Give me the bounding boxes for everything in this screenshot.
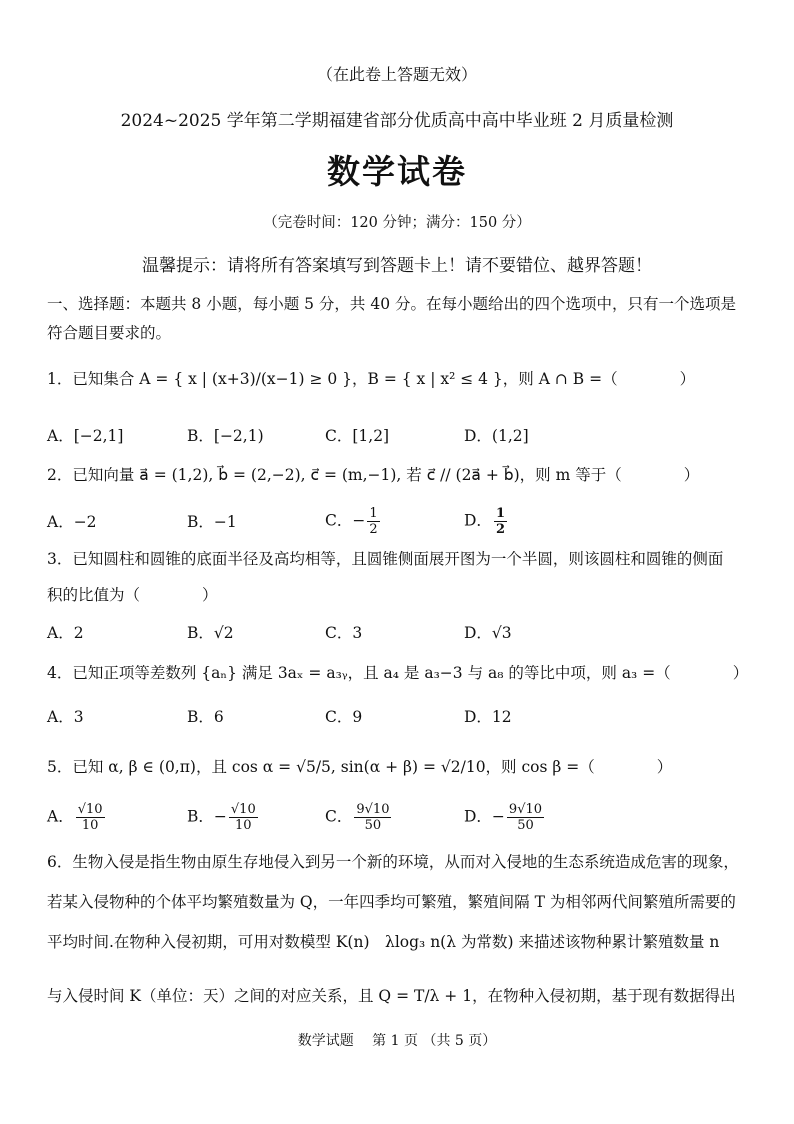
warm-tip: 温馨提示：请将所有答案填写到答题卡上！请不要错位、越界答题！	[142, 256, 652, 276]
fraction	[507, 802, 544, 833]
question-6-line1: 6．生物入侵是指生物由原生存地侵入到另一个新的环境，从而对入侵地的生态系统造成危害的现象，	[47, 853, 739, 871]
page-footer: 数学试题 第 1 页 （共 5 页）	[297, 1033, 497, 1049]
option-c	[325, 802, 393, 833]
option-d: D．√3	[464, 624, 512, 642]
option-a-prefix: A．	[47, 807, 74, 826]
option-c-prefix: C．−	[325, 511, 366, 530]
option-b: B．−1	[187, 513, 237, 531]
option-d	[464, 802, 546, 833]
question-3-stem-line1: 3．已知圆柱和圆锥的底面半径及高均相等，且圆锥侧面展开图为一个半圆，则该圆柱和圆锥的侧面	[47, 550, 724, 568]
fraction-numerator: 1	[369, 506, 378, 521]
fraction-numerator: 9√10	[508, 802, 543, 817]
question-6-line3: 平均时间.在物种入侵初期，可用对数模型 K(n) λlog₃ n(λ 为常数) 来描述该物种累计繁殖数量 n	[47, 933, 720, 951]
option-c: C．[1,2]	[325, 427, 390, 445]
fraction-numerator: √10	[230, 802, 256, 817]
option-b: B．√2	[187, 624, 234, 642]
question-3-options	[47, 621, 754, 645]
option-a: A．2	[47, 624, 84, 642]
exam-notice: （在此卷上答题无效）	[316, 65, 477, 84]
question-6-line2: 若某入侵物种的个体平均繁殖数量为 Q，一年四季均可繁殖，繁殖间隔 T 为相邻两代间繁殖所需要的	[47, 893, 736, 911]
option-d: D．12	[464, 708, 512, 726]
fraction	[494, 506, 507, 537]
option-c: C．3	[325, 624, 363, 642]
option-d-prefix: D．−	[464, 807, 505, 826]
time-info: （完卷时间：120 分钟；满分：150 分）	[263, 215, 531, 231]
option-c: C．9	[325, 708, 363, 726]
fraction	[76, 802, 105, 833]
fraction	[354, 802, 391, 833]
fraction-denominator: 50	[517, 818, 534, 833]
subject-title: 数学试卷	[327, 152, 467, 191]
fraction-denominator: 50	[364, 818, 382, 833]
question-2-options	[47, 506, 754, 540]
option-b-prefix: B．−	[187, 807, 227, 826]
fraction-numerator: √10	[77, 802, 103, 817]
option-d: D．(1,2]	[464, 427, 529, 445]
question-1-stem: 1．已知集合 A = { x | (x+3)/(x−1) ≥ 0 }，B = { x | x² ≤ 4 }，则 A ∩ B =（ ）	[47, 370, 696, 388]
option-d	[464, 506, 509, 537]
fraction-denominator: 10	[235, 818, 252, 833]
question-3-stem-line2: 积的比值为（ ）	[47, 586, 218, 604]
question-6-line4: 与入侵时间 K（单位：天）之间的对应关系，且 Q = T/λ + 1，在物种入侵初期，基于现有数据得出	[47, 987, 736, 1005]
question-4-options	[47, 705, 754, 729]
option-a	[47, 802, 107, 833]
option-b: B．6	[187, 708, 224, 726]
section-intro-line1: 一、选择题：本题共 8 小题，每小题 5 分，共 40 分。在每小题给出的四个选项中，只有一个选项是	[47, 295, 737, 313]
option-c-prefix: C．	[325, 807, 353, 826]
option-c	[325, 506, 382, 537]
fraction	[367, 506, 379, 537]
option-d-prefix: D．	[464, 511, 492, 530]
fraction-denominator: 10	[81, 818, 99, 833]
option-a: A．−2	[47, 513, 97, 531]
option-b: B．[−2,1)	[187, 427, 264, 445]
option-b	[187, 802, 260, 833]
fraction-denominator: 2	[369, 522, 378, 537]
option-a: A．[−2,1]	[47, 427, 124, 445]
question-2-stem: 2．已知向量 a⃗ = (1,2), b⃗ = (2,−2), c⃗ = (m,−1), 若 c⃗ // (2a⃗ + b⃗)，则 m 等于（ ）	[47, 466, 700, 484]
question-1-options	[47, 424, 754, 448]
fraction	[229, 802, 258, 833]
fraction-numerator: 9√10	[356, 802, 390, 817]
option-a: A．3	[47, 708, 84, 726]
fraction-numerator: 1	[495, 506, 505, 521]
question-5-options	[47, 802, 754, 838]
exam-title: 2024~2025 学年第二学期福建省部分优质高中高中毕业班 2 月质量检测	[120, 111, 674, 131]
fraction-denominator: 2	[495, 522, 505, 537]
question-4-stem: 4．已知正项等差数列 {aₙ} 满足 3aₓ = a₃ᵧ，且 a₄ 是 a₃−3 与 a₈ 的等比中项，则 a₃ =（ ）	[47, 664, 749, 682]
section-intro-line2: 符合题目要求的。	[47, 324, 172, 342]
question-5-stem: 5．已知 α, β ∈ (0,π)，且 cos α = √5/5, sin(α + β) = √2/10，则 cos β =（ ）	[47, 758, 673, 776]
